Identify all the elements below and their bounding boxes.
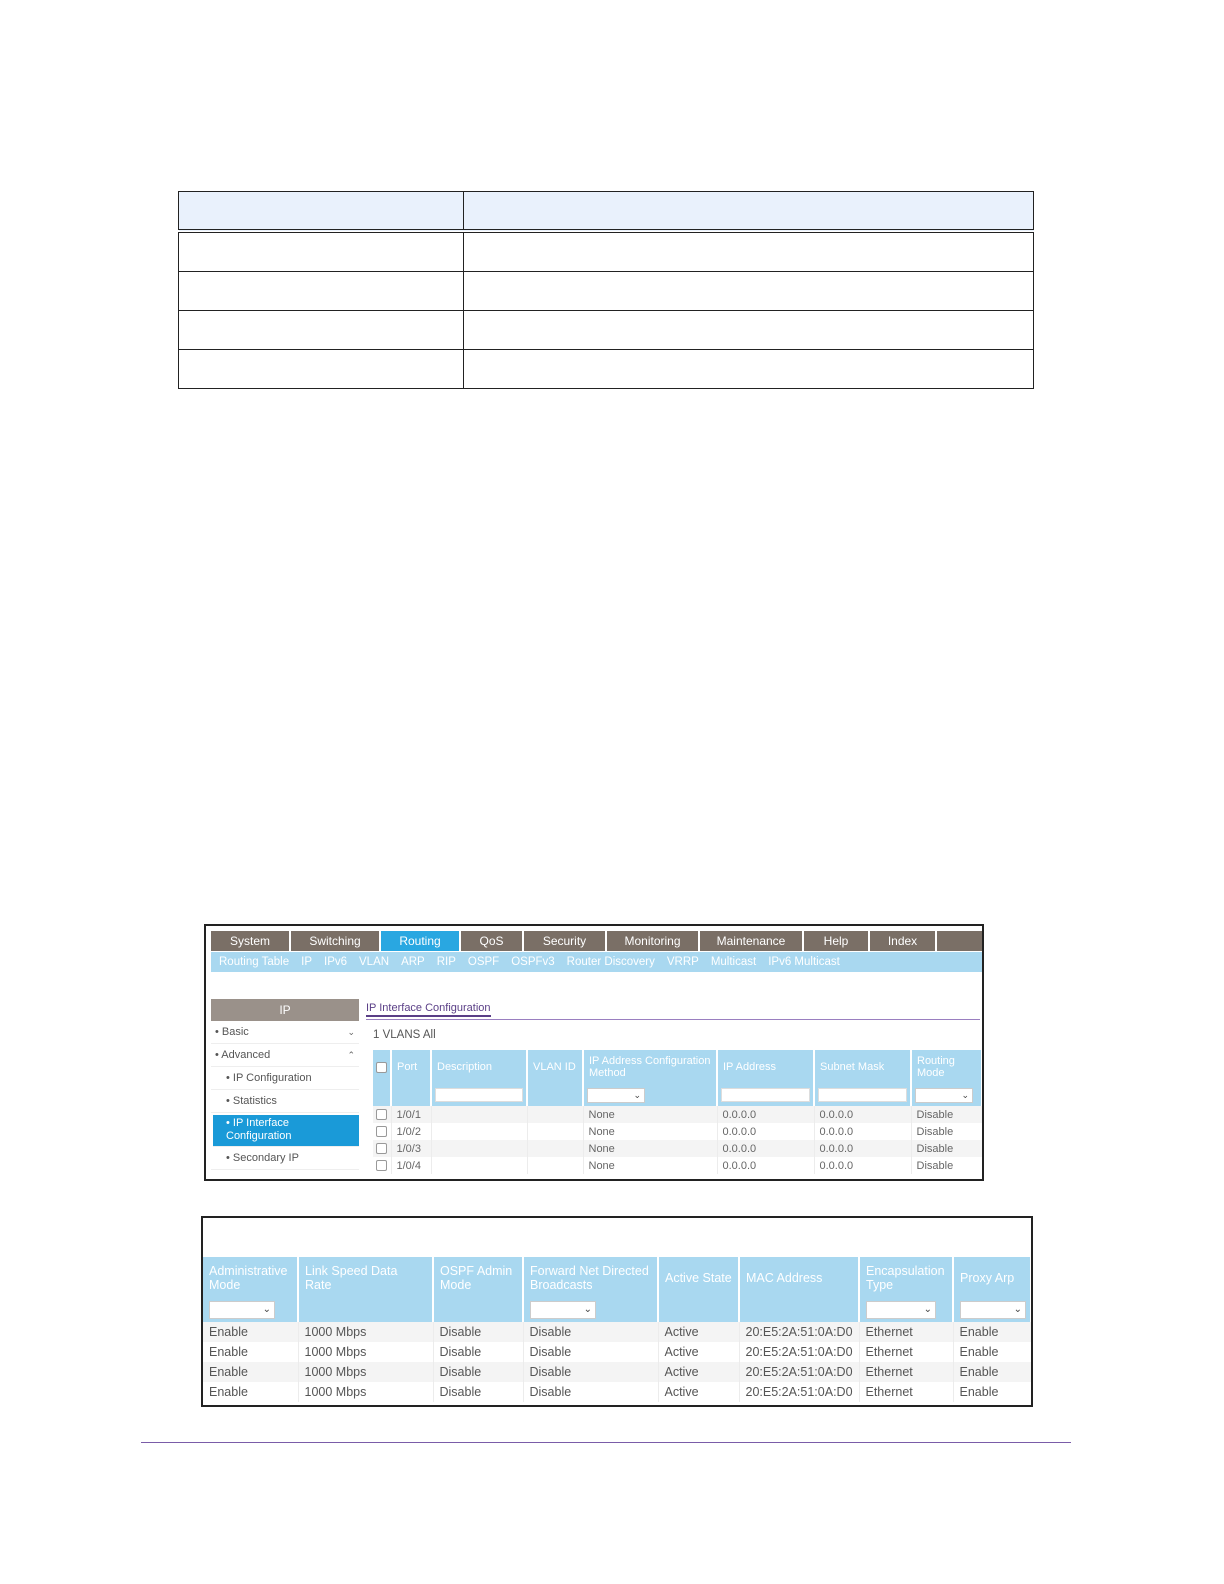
cell-proxy-arp: Enable — [953, 1342, 1031, 1362]
table-filter-row — [203, 1298, 1031, 1322]
subtab-ip[interactable]: IP — [301, 956, 312, 968]
row-checkbox[interactable] — [376, 1109, 387, 1120]
cell-active-state: Active — [658, 1362, 739, 1382]
sub-nav-bar — [211, 952, 982, 972]
cell-administrative-mode: Enable — [203, 1382, 298, 1402]
top-nav-bar — [211, 931, 982, 951]
subtab-router-discovery[interactable]: Router Discovery — [566, 956, 655, 968]
column-header-forward-net-directed-broadcasts[interactable]: Forward Net Directed Broadcasts — [523, 1257, 658, 1298]
sidebar-item-statistics[interactable]: • Statistics — [211, 1090, 359, 1113]
ip-interface-table-continued — [203, 1257, 1032, 1402]
chevron-up-icon: ⌃ — [347, 1050, 355, 1060]
cell-ip-address: 0.0.0.0 — [717, 1140, 814, 1157]
sidebar-item-label: • Basic — [215, 1026, 249, 1038]
ip-interface-config-screenshot — [204, 924, 984, 1181]
cell-encapsulation-type: Ethernet — [859, 1342, 953, 1362]
subtab-ospf[interactable]: OSPF — [467, 956, 500, 968]
cell-link-speed: 1000 Mbps — [298, 1382, 433, 1402]
cell-link-speed: 1000 Mbps — [298, 1322, 433, 1342]
column-header-encapsulation-type[interactable]: Encapsulation Type — [859, 1257, 953, 1298]
subtab-vlan[interactable]: VLAN — [359, 956, 390, 968]
tab-help[interactable]: Help — [804, 931, 870, 951]
cell-link-speed: 1000 Mbps — [298, 1342, 433, 1362]
table-row[interactable] — [203, 1382, 1031, 1402]
sidebar-title: IP — [211, 999, 359, 1021]
column-header-mac-address[interactable]: MAC Address — [739, 1257, 859, 1298]
column-header-ip-address[interactable]: IP Address — [717, 1050, 814, 1084]
subtab-arp[interactable]: ARP — [401, 956, 425, 968]
document-table-row — [179, 350, 1034, 389]
cell-ospf-admin-mode: Disable — [433, 1342, 523, 1362]
cell-active-state: Active — [658, 1382, 739, 1402]
cell-mac-address: 20:E5:2A:51:0A:D0 — [739, 1342, 859, 1362]
ip-address-input[interactable] — [721, 1088, 810, 1102]
sidebar-item-secondary-ip[interactable]: • Secondary IP — [211, 1147, 359, 1170]
cell-ospf-admin-mode: Disable — [433, 1362, 523, 1382]
chevron-down-icon: ⌄ — [583, 1304, 592, 1315]
subtab-ipv6[interactable]: IPv6 — [324, 956, 348, 968]
panel-title: IP Interface Configuration — [366, 1002, 491, 1017]
table-row[interactable] — [203, 1362, 1031, 1382]
method-select[interactable] — [587, 1088, 645, 1103]
column-header-proxy-arp[interactable]: Proxy Arp — [953, 1257, 1031, 1298]
cell-description — [431, 1123, 527, 1140]
cell-description — [431, 1157, 527, 1174]
table-header-row — [203, 1257, 1031, 1298]
document-table-row — [179, 272, 1034, 311]
tab-switching[interactable]: Switching — [291, 931, 381, 951]
content-panel — [366, 999, 982, 1179]
table-row[interactable] — [373, 1157, 982, 1174]
title-divider — [366, 1019, 980, 1020]
footer-divider — [141, 1442, 1071, 1443]
chevron-down-icon: ⌄ — [1013, 1304, 1022, 1315]
subtab-vrrp[interactable]: VRRP — [666, 956, 699, 968]
table-row[interactable] — [373, 1140, 982, 1157]
row-checkbox[interactable] — [376, 1143, 387, 1154]
cell-port: 1/0/3 — [391, 1140, 431, 1157]
column-header-method[interactable]: IP Address Configuration Method — [583, 1050, 717, 1084]
cell-ospf-admin-mode: Disable — [433, 1322, 523, 1342]
cell-forward-broadcasts: Disable — [523, 1342, 658, 1362]
select-all-header — [373, 1050, 391, 1084]
chevron-down-icon: ⌄ — [347, 1027, 355, 1037]
cell-mac-address: 20:E5:2A:51:0A:D0 — [739, 1382, 859, 1402]
cell-subnet-mask: 0.0.0.0 — [814, 1106, 911, 1123]
chevron-down-icon: ⌄ — [633, 1089, 641, 1100]
cell-ip-address: 0.0.0.0 — [717, 1106, 814, 1123]
column-header-description[interactable]: Description — [431, 1050, 527, 1084]
cell-method: None — [583, 1123, 717, 1140]
row-checkbox[interactable] — [376, 1126, 387, 1137]
cell-vlan-id — [527, 1123, 583, 1140]
tab-qos[interactable]: QoS — [461, 931, 524, 951]
chevron-down-icon: ⌄ — [262, 1304, 271, 1315]
sidebar-item-label: • Advanced — [215, 1049, 271, 1061]
cell-ip-address: 0.0.0.0 — [717, 1157, 814, 1174]
administrative-mode-select[interactable] — [209, 1301, 275, 1319]
column-header-active-state[interactable]: Active State — [658, 1257, 739, 1298]
description-input[interactable] — [435, 1088, 523, 1102]
proxy-arp-select[interactable] — [960, 1301, 1026, 1319]
column-header-subnet-mask[interactable]: Subnet Mask — [814, 1050, 911, 1084]
tab-system[interactable]: System — [211, 931, 291, 951]
document-table-row — [179, 231, 1034, 272]
column-header-port[interactable]: Port — [391, 1050, 431, 1084]
cell-mac-address: 20:E5:2A:51:0A:D0 — [739, 1322, 859, 1342]
column-header-ospf-admin-mode[interactable]: OSPF Admin Mode — [433, 1257, 523, 1298]
column-header-vlan-id[interactable]: VLAN ID — [527, 1050, 583, 1084]
cell-method: None — [583, 1157, 717, 1174]
tab-index[interactable]: Index — [870, 931, 937, 951]
cell-proxy-arp: Enable — [953, 1382, 1031, 1402]
tab-routing[interactable]: Routing — [381, 931, 461, 951]
cell-method: None — [583, 1106, 717, 1123]
cell-administrative-mode: Enable — [203, 1322, 298, 1342]
cell-routing-mode: Disable — [911, 1157, 982, 1174]
routing-mode-select[interactable] — [915, 1088, 973, 1103]
cell-method: None — [583, 1140, 717, 1157]
cell-vlan-id — [527, 1140, 583, 1157]
document-table — [178, 191, 1034, 389]
cell-administrative-mode: Enable — [203, 1342, 298, 1362]
cell-subnet-mask: 0.0.0.0 — [814, 1123, 911, 1140]
ip-interface-table — [373, 1050, 983, 1174]
cell-vlan-id — [527, 1157, 583, 1174]
subtab-rip[interactable]: RIP — [436, 956, 456, 968]
table-filter-row — [373, 1084, 982, 1106]
subtab-routing-table[interactable]: Routing Table — [219, 956, 290, 968]
cell-description — [431, 1140, 527, 1157]
sidebar — [211, 999, 359, 1179]
tab-security[interactable]: Security — [524, 931, 607, 951]
table-header-row — [373, 1050, 982, 1084]
encapsulation-type-select[interactable] — [866, 1301, 936, 1319]
cell-routing-mode: Disable — [911, 1140, 982, 1157]
cell-proxy-arp: Enable — [953, 1362, 1031, 1382]
cell-encapsulation-type: Ethernet — [859, 1362, 953, 1382]
sidebar-item-basic[interactable] — [211, 1021, 359, 1044]
cell-vlan-id — [527, 1106, 583, 1123]
document-table-row — [179, 311, 1034, 350]
sidebar-item-ip-interface-configuration[interactable]: • IP Interface Configuration — [213, 1115, 359, 1147]
tab-monitoring[interactable]: Monitoring — [607, 931, 700, 951]
cell-port: 1/0/4 — [391, 1157, 431, 1174]
cell-routing-mode: Disable — [911, 1106, 982, 1123]
cell-mac-address: 20:E5:2A:51:0A:D0 — [739, 1362, 859, 1382]
cell-port: 1/0/1 — [391, 1106, 431, 1123]
cell-ip-address: 0.0.0.0 — [717, 1123, 814, 1140]
table-row[interactable] — [203, 1322, 1031, 1342]
column-header-administrative-mode[interactable]: Administrative Mode — [203, 1257, 298, 1298]
cell-subnet-mask: 0.0.0.0 — [814, 1157, 911, 1174]
chevron-down-icon: ⌄ — [961, 1089, 969, 1100]
subtab-ospfv3[interactable]: OSPFv3 — [511, 956, 555, 968]
cell-encapsulation-type: Ethernet — [859, 1382, 953, 1402]
cell-description — [431, 1106, 527, 1123]
cell-port: 1/0/2 — [391, 1123, 431, 1140]
cell-forward-broadcasts: Disable — [523, 1322, 658, 1342]
sidebar-item-ip-configuration[interactable]: • IP Configuration — [211, 1067, 359, 1090]
subtab-ipv6-multicast[interactable]: IPv6 Multicast — [768, 956, 840, 968]
cell-routing-mode: Disable — [911, 1123, 982, 1140]
cell-active-state: Active — [658, 1322, 739, 1342]
chevron-down-icon: ⌄ — [923, 1304, 932, 1315]
select-all-checkbox[interactable] — [376, 1062, 387, 1073]
cell-subnet-mask: 0.0.0.0 — [814, 1140, 911, 1157]
column-header-routing-mode[interactable]: Routing Mode — [911, 1050, 982, 1084]
subnet-mask-input[interactable] — [818, 1088, 907, 1102]
cell-forward-broadcasts: Disable — [523, 1362, 658, 1382]
cell-active-state: Active — [658, 1342, 739, 1362]
column-header-link-speed[interactable]: Link Speed Data Rate — [298, 1257, 433, 1298]
cell-link-speed: 1000 Mbps — [298, 1362, 433, 1382]
forward-broadcasts-select[interactable] — [530, 1301, 596, 1319]
table-row[interactable] — [373, 1106, 982, 1123]
cell-ospf-admin-mode: Disable — [433, 1382, 523, 1402]
subtab-multicast[interactable]: Multicast — [710, 956, 757, 968]
document-table-header — [179, 192, 1034, 232]
cell-forward-broadcasts: Disable — [523, 1382, 658, 1402]
row-checkbox[interactable] — [376, 1160, 387, 1171]
table-row[interactable] — [203, 1342, 1031, 1362]
vlans-summary[interactable]: 1 VLANS All — [373, 1029, 436, 1041]
cell-administrative-mode: Enable — [203, 1362, 298, 1382]
sidebar-item-advanced[interactable] — [211, 1044, 359, 1067]
tab-maintenance[interactable]: Maintenance — [700, 931, 804, 951]
ip-interface-config-continued-screenshot — [201, 1216, 1033, 1407]
table-row[interactable] — [373, 1123, 982, 1140]
cell-encapsulation-type: Ethernet — [859, 1322, 953, 1342]
cell-proxy-arp: Enable — [953, 1322, 1031, 1342]
